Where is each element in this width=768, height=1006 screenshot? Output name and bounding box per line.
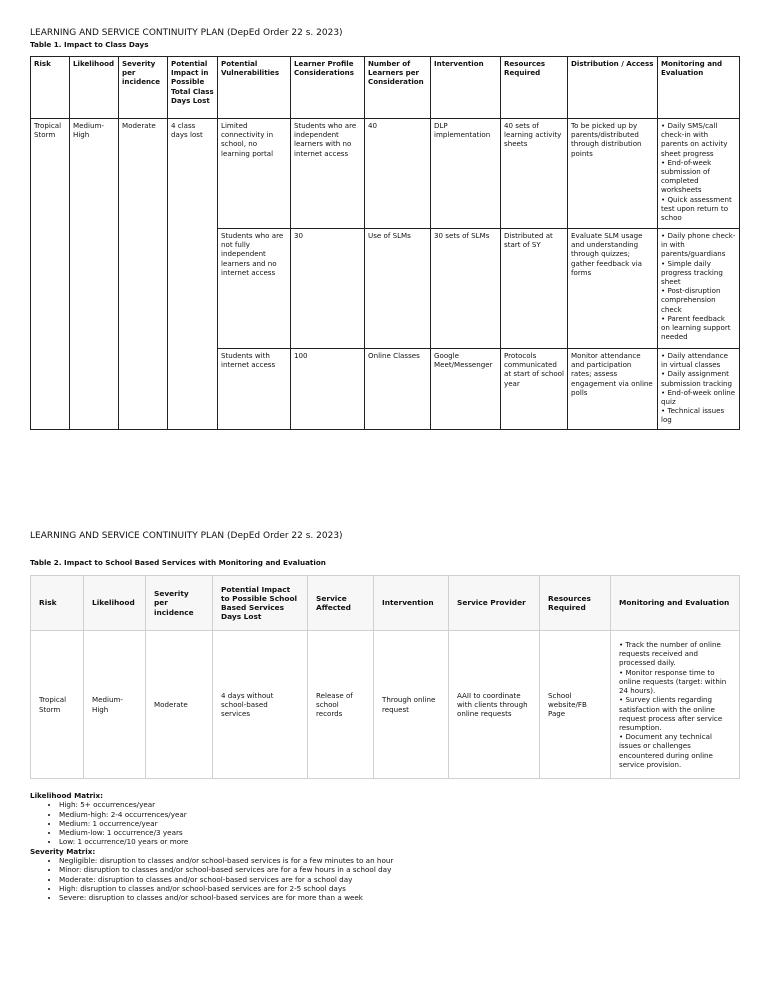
monitoring-cell: [658, 349, 740, 430]
severity-matrix-title: Severity Matrix:: [30, 846, 96, 856]
monitoring-item: • Daily assignment submission tracking: [661, 369, 733, 388]
table-row: [31, 119, 740, 229]
monitoring-item: • Document any technical issues or challenges encountered during online service provision.: [619, 732, 713, 769]
list-item: • High: disruption to classes and/or school-based services are for 2-5 school days: [59, 884, 393, 893]
table2-header: Service Affected: [308, 576, 374, 631]
table1-header: Number of Learners per Consideration: [365, 57, 431, 119]
table2-header-row: [31, 576, 740, 631]
list-item: • Severe: disruption to classes and/or school-based services are for more than a week: [59, 893, 393, 902]
table2-header: Resources Required: [540, 576, 611, 631]
monitoring-item: • Technical issues log: [661, 406, 725, 425]
distribution-cell: Protocols communicated at start of school year: [501, 349, 568, 430]
table1-header: Likelihood: [70, 57, 119, 119]
severity-cell: Moderate: [119, 119, 168, 430]
number-cell: 30: [291, 229, 365, 349]
list-item: • Medium-high: 2-4 occurrences/year: [59, 810, 393, 819]
profile-cell: Students who are independent learners with no internet access: [291, 119, 365, 229]
table1-header: Potential Impact in Possible Total Class Days Lost: [168, 57, 218, 119]
profile-cell: Students who are not fully independent learners and no internet access: [218, 229, 291, 349]
table2-header: Potential Impact to Possible School Based Services Days Lost: [213, 576, 308, 631]
number-cell: 100: [291, 349, 365, 430]
monitoring-item: • Simple daily progress tracking sheet: [661, 258, 723, 287]
likelihood-matrix: [30, 791, 393, 903]
intervention-cell: Through online request: [374, 631, 449, 779]
days-lost-cell: 4 class days lost: [168, 119, 218, 430]
table1-header: Intervention: [431, 57, 501, 119]
list-item: • Negligible: disruption to classes and/or school-based services is for a few minutes to an hour: [59, 856, 393, 865]
list-item: • Moderate: disruption to classes and/or school-based services are for a school day: [59, 875, 393, 884]
monitoring-item: • Monitor response time to online requests (target: within 24 hours).: [619, 667, 727, 696]
likelihood-cell: Medium-High: [84, 631, 146, 779]
likelihood-matrix-title: Likelihood Matrix:: [30, 791, 104, 800]
monitoring-item: • Daily phone check-in with parents/guardians: [661, 231, 736, 259]
severity-cell: Moderate: [146, 631, 213, 779]
table2-header: Service Provider: [449, 576, 540, 631]
resources-cell: Google Meet/Messenger: [431, 349, 501, 430]
service-provider-cell: AAII to coordinate with clients through online requests: [449, 631, 540, 779]
monitoring-item: • Track the number of online requests received and processed daily.: [619, 640, 721, 668]
risk-cell: Tropical Storm: [31, 119, 70, 430]
monitoring-cell: [658, 229, 740, 349]
list-item: • Medium: 1 occurrence/year: [59, 819, 393, 828]
risk-cell: Tropical Storm: [31, 631, 84, 779]
likelihood-cell: Medium-High: [70, 119, 119, 430]
table1-caption: Table 1. Impact to Class Days: [30, 40, 149, 49]
document-title: LEARNING AND SERVICE CONTINUITY PLAN (DepEd Order 22 s. 2023): [30, 531, 343, 541]
resources-cell: 40 sets of learning activity sheets: [501, 119, 568, 229]
monitoring-item: • Daily SMS/call check-in with parents on activity sheet progress: [661, 121, 728, 158]
table-row: [31, 631, 740, 779]
number-cell: 40: [365, 119, 431, 229]
resources-cell: 30 sets of SLMs: [431, 229, 501, 349]
table1-header: Resources Required: [501, 57, 568, 119]
monitoring-item: • End-of-week submission of completed worksheets: [661, 157, 712, 195]
monitoring-item: • Survey clients regarding satisfaction with the online request process after service resumption.: [619, 695, 723, 732]
days-lost-cell: 4 days without school-based services: [213, 631, 308, 779]
resources-cell: School website/FB Page: [540, 631, 611, 779]
table2-header: Severity per incidence: [146, 576, 213, 631]
intervention-cell: DLP implementation: [431, 119, 501, 229]
distribution-cell: To be picked up by parents/distributed through distribution points: [568, 119, 658, 229]
monitoring-evaluation-cell: Monitor attendance and participation rates; assess engagement via online polls: [568, 349, 658, 430]
list-item: • Low: 1 occurrence/10 years or more: [59, 837, 393, 846]
table1-header: Distribution / Access: [568, 57, 658, 119]
table1-header: Risk: [31, 57, 70, 119]
document-title: LEARNING AND SERVICE CONTINUITY PLAN (DepEd Order 22 s. 2023): [30, 28, 343, 38]
monitoring-item: • Daily attendance in virtual classes: [661, 351, 729, 370]
impact-to-class-days-table: [30, 56, 740, 430]
impact-to-school-services-table: [30, 575, 740, 779]
service-affected-cell: Release of school records: [308, 631, 374, 779]
profile-cell: Students with internet access: [218, 349, 291, 430]
vulnerability-cell: Limited connectivity in school, no learning portal: [218, 119, 291, 229]
table1-header: Learner Profile Considerations: [291, 57, 365, 119]
list-item: • High: 5+ occurrences/year: [59, 800, 393, 809]
distribution-cell: Distributed at start of SY: [501, 229, 568, 349]
monitoring-item: • End-of-week online quiz: [661, 387, 736, 407]
table1-header: Potential Vulnerabilities: [218, 57, 291, 119]
monitoring-cell: [658, 119, 740, 229]
monitoring-item: • Quick assessment test upon return to schoo: [661, 194, 732, 223]
intervention-cell: Online Classes: [365, 349, 431, 430]
table2-header: Likelihood: [84, 576, 146, 631]
table2-header: Monitoring and Evaluation: [611, 576, 740, 631]
list-item: • Minor: disruption to classes and/or school-based services are for a few hours in a school day: [59, 865, 393, 874]
table2-header: Risk: [31, 576, 84, 631]
monitoring-item: • Parent feedback on learning support needed: [661, 313, 731, 342]
table1-header: Severity per incidence: [119, 57, 168, 119]
table2-caption: Table 2. Impact to School Based Services with Monitoring and Evaluation: [30, 558, 326, 567]
table1-header: Monitoring and Evaluation: [658, 57, 740, 119]
table2-header: Intervention: [374, 576, 449, 631]
monitoring-evaluation-cell: Evaluate SLM usage and understanding through quizzes; gather feedback via forms: [568, 229, 658, 349]
table1-header-row: [31, 57, 740, 119]
monitoring-cell: [611, 631, 740, 779]
monitoring-item: • Post-disruption comprehension check: [661, 286, 721, 314]
intervention-cell: Use of SLMs: [365, 229, 431, 349]
list-item: • Medium-low: 1 occurrence/3 years: [59, 828, 393, 837]
